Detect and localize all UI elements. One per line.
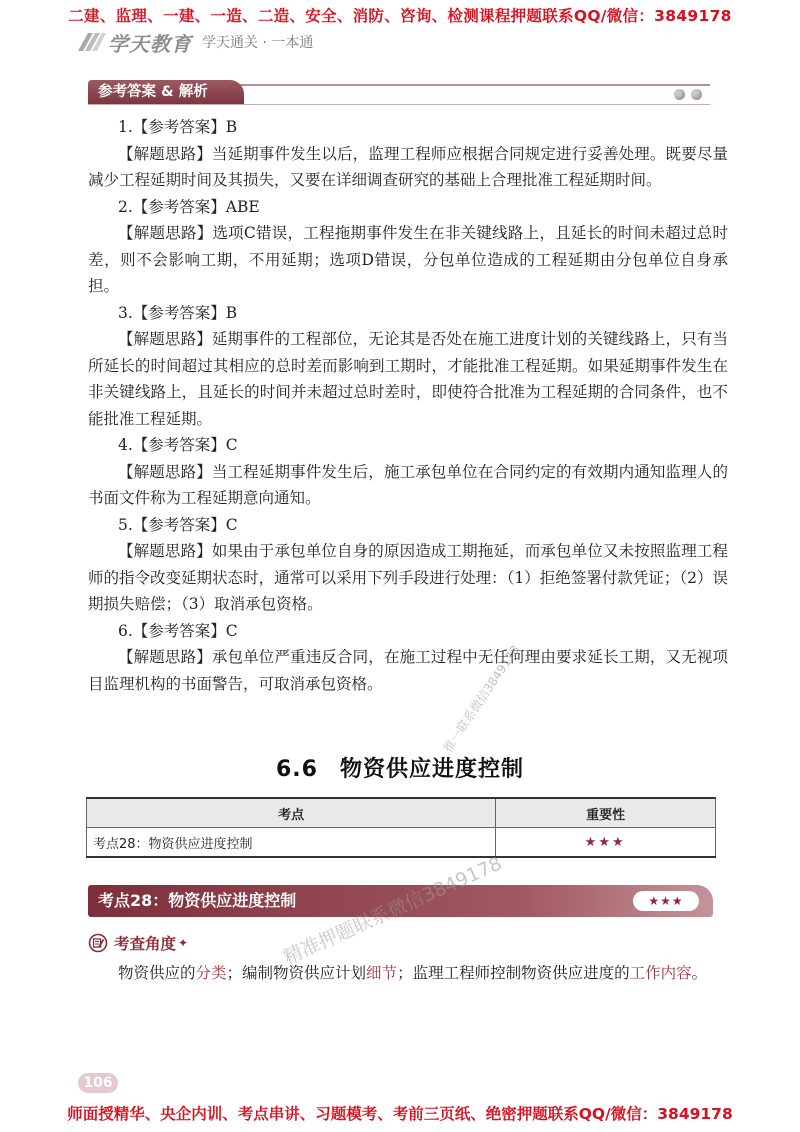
answer-section-title: 参考答案 & 解析 xyxy=(88,80,244,104)
section-heading xyxy=(0,752,800,783)
explanation-4: 【解题思路】当工程延期事件发生后，施工承包单位在合同约定的有效期内通知监理人的书面文件称为工程延期意向通知。 xyxy=(88,462,728,507)
exam-angle-body xyxy=(88,960,728,987)
body-text: 。 xyxy=(691,964,708,982)
highlight-text: 工作内容 xyxy=(629,964,692,982)
dot-icon xyxy=(674,89,685,100)
body-text: 物资供应的 xyxy=(118,964,196,982)
dot-icon xyxy=(691,89,702,100)
explanation-5: 【解题思路】如果由于承包单位自身的原因造成工期拖延，而承包单位又未按照监理工程师的指令改变延期状态时，通常可以采用下列手段进行处理：（1）拒绝签署付款凭证；（2）误期损失赔偿；（3）取消承包资格。 xyxy=(88,542,728,613)
watermark-large: 精准押题联系微信3849178 xyxy=(280,852,506,969)
table-header-point: 考点 xyxy=(87,798,496,828)
highlight-text: 细节 xyxy=(366,964,398,982)
page-number: 106 xyxy=(78,1073,118,1093)
bottom-promo-banner: 师面授精华、央企内训、考点串讲、习题模考、考前三页纸、绝密押题联系QQ/微信：3849178 xyxy=(67,1105,733,1123)
exam-angle-heading xyxy=(88,931,188,955)
explanation-3: 【解题思路】延期事件的工程部位，无论其是否处在施工进度计划的关键线路上，只有当所延长的时间超过其相应的总时差而影响到工期时，才能批准工程延期。如果延期事件发生在非关键线路上，且延长的时间并未超过总时差时，即使符合批准为工程延期的合同条件，也不能批准工程延期。 xyxy=(88,330,728,428)
answer-section-header xyxy=(88,80,710,106)
answer-6: 6.【参考答案】C xyxy=(118,621,238,640)
sparkle-icon: ✦ xyxy=(178,936,189,950)
explanation-2: 【解题思路】选项C错误，工程拖期事件发生在非关键线路上，且延长的时间未超过总时差，则不会影响工期，不用延期；选项D错误，分包单位造成的工程延期由分包单位自身承担。 xyxy=(88,224,728,295)
body-text: ；监理工程师控制物资供应进度的 xyxy=(397,964,630,982)
keypoint-label: 考点28：物资供应进度控制 xyxy=(98,891,297,910)
answer-5: 5.【参考答案】C xyxy=(118,515,238,534)
brand-slogan: 学天通关 · 一本通 xyxy=(202,35,314,51)
exam-angle-title: 考查角度 xyxy=(114,935,177,953)
highlight-text: 分类 xyxy=(195,964,227,982)
section-number: 6.6 xyxy=(276,757,318,782)
brand-name: 学天教育 xyxy=(108,31,192,56)
watermark-small: 推一联系微信3849178 xyxy=(440,642,523,755)
explanation-6: 【解题思路】承包单位严重违反合同，在施工过程中无任何理由要求延长工期，又无视项目监理机构的书面警告，可取消承包资格。 xyxy=(88,648,728,693)
keypoint-table xyxy=(86,797,716,858)
answer-1: 1.【参考答案】B xyxy=(118,118,238,136)
header-rule xyxy=(238,84,710,86)
table-row xyxy=(87,828,716,858)
answer-3: 3.【参考答案】B xyxy=(118,303,238,322)
table-header-row xyxy=(87,798,716,828)
decorative-dots xyxy=(674,89,702,100)
top-promo-banner: 二建、监理、一建、一造、二造、安全、消防、咨询、检测课程押题联系QQ/微信：3849178 xyxy=(68,7,732,25)
section-title: 物资供应进度控制 xyxy=(339,757,524,782)
header-rule-bottom xyxy=(88,104,710,105)
pencil-note-icon xyxy=(88,933,108,953)
body-text: ；编制物资供应计划 xyxy=(226,964,367,982)
answer-list xyxy=(88,114,728,697)
table-cell-point: 考点28：物资供应进度控制 xyxy=(87,828,496,858)
answer-4: 4.【参考答案】C xyxy=(118,436,238,454)
brand-header xyxy=(76,28,313,56)
table-cell-importance: ★★★ xyxy=(496,828,716,858)
brand-logo-icon xyxy=(76,31,106,53)
keypoint-stars: ★★★ xyxy=(633,891,699,911)
explanation-1: 【解题思路】当延期事件发生以后，监理工程师应根据合同规定进行妥善处理。既要尽量减少工程延期时间及其损失，又要在详细调查研究的基础上合理批准工程延期时间。 xyxy=(88,144,728,189)
answer-2: 2.【参考答案】ABE xyxy=(118,197,260,216)
table-header-importance: 重要性 xyxy=(496,798,716,828)
